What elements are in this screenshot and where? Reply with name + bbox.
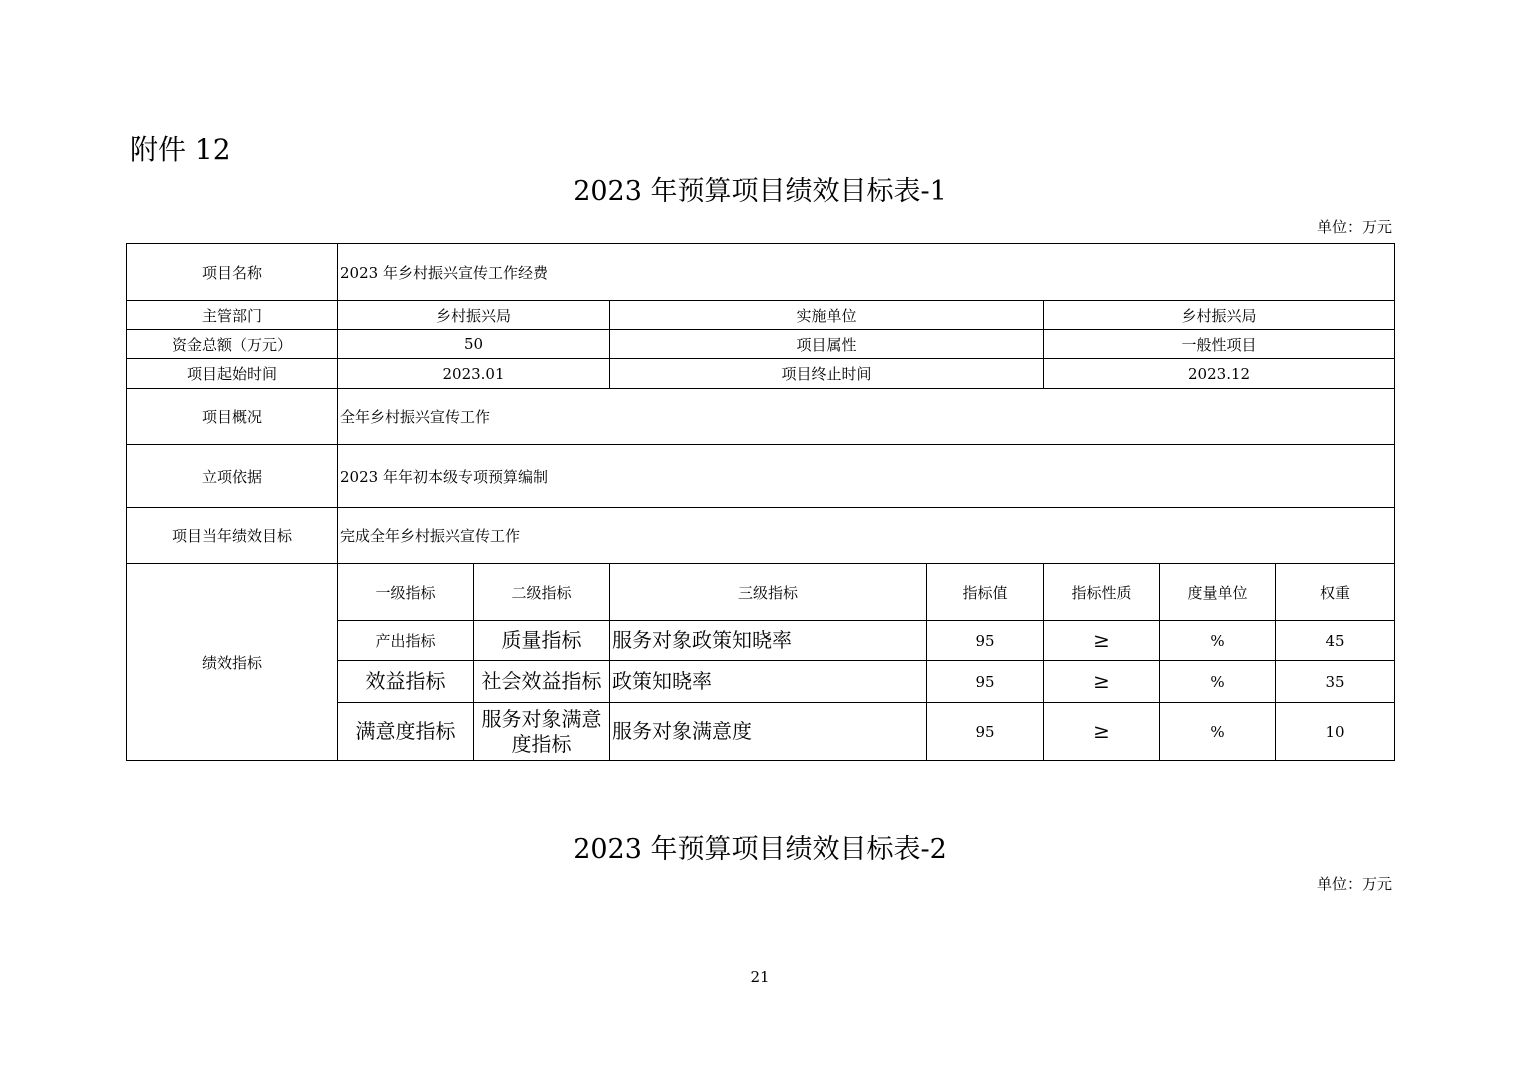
table2-unit: 单位：万元 xyxy=(1316,875,1392,893)
goal-value: 完成全年乡村振兴宣传工作 xyxy=(338,508,1395,564)
row-nature: ≥ xyxy=(1044,621,1160,661)
row-nature: ≥ xyxy=(1044,703,1160,761)
attachment-label: 附件 12 xyxy=(130,133,231,166)
row-level3: 服务对象满意度 xyxy=(610,703,927,761)
table2-title: 2023 年预算项目绩效目标表-2 xyxy=(573,834,947,865)
header-unit: 度量单位 xyxy=(1160,564,1276,621)
row-level2: 服务对象满意度指标 xyxy=(474,703,610,761)
row-level3: 政策知晓率 xyxy=(610,661,927,703)
row-value: 95 xyxy=(927,703,1044,761)
goal-label: 项目当年绩效目标 xyxy=(127,508,338,564)
end-value: 2023.12 xyxy=(1044,359,1395,389)
row-level2: 质量指标 xyxy=(474,621,610,661)
header-weight: 权重 xyxy=(1276,564,1395,621)
table1-unit: 单位：万元 xyxy=(1316,218,1392,236)
row-level1: 效益指标 xyxy=(338,661,474,703)
row-weight: 10 xyxy=(1276,703,1395,761)
row-unit: % xyxy=(1160,703,1276,761)
project-name-value: 2023 年乡村振兴宣传工作经费 xyxy=(338,244,1395,301)
row-weight: 35 xyxy=(1276,661,1395,703)
basis-label: 立项依据 xyxy=(127,445,338,508)
row-weight: 45 xyxy=(1276,621,1395,661)
row-value: 95 xyxy=(927,621,1044,661)
fund-value: 50 xyxy=(338,330,610,359)
project-name-label: 项目名称 xyxy=(127,244,338,301)
start-value: 2023.01 xyxy=(338,359,610,389)
header-level2: 二级指标 xyxy=(474,564,610,621)
page-number: 21 xyxy=(750,968,770,986)
row-unit: % xyxy=(1160,661,1276,703)
perf-label: 绩效指标 xyxy=(127,564,338,761)
row-nature: ≥ xyxy=(1044,661,1160,703)
row-level2: 社会效益指标 xyxy=(474,661,610,703)
start-label: 项目起始时间 xyxy=(127,359,338,389)
performance-table-1 xyxy=(126,243,1395,761)
row-level3: 服务对象政策知晓率 xyxy=(610,621,927,661)
dept-value: 乡村振兴局 xyxy=(338,301,610,330)
impl-label: 实施单位 xyxy=(610,301,1044,330)
end-label: 项目终止时间 xyxy=(610,359,1044,389)
overview-label: 项目概况 xyxy=(127,389,338,445)
basis-value: 2023 年年初本级专项预算编制 xyxy=(338,445,1395,508)
attr-value: 一般性项目 xyxy=(1044,330,1395,359)
row-level1: 满意度指标 xyxy=(338,703,474,761)
overview-value: 全年乡村振兴宣传工作 xyxy=(338,389,1395,445)
header-level1: 一级指标 xyxy=(338,564,474,621)
impl-value: 乡村振兴局 xyxy=(1044,301,1395,330)
row-unit: % xyxy=(1160,621,1276,661)
table1-title: 2023 年预算项目绩效目标表-1 xyxy=(573,176,947,207)
header-value: 指标值 xyxy=(927,564,1044,621)
fund-label: 资金总额（万元） xyxy=(127,330,338,359)
row-value: 95 xyxy=(927,661,1044,703)
attr-label: 项目属性 xyxy=(610,330,1044,359)
header-nature: 指标性质 xyxy=(1044,564,1160,621)
header-level3: 三级指标 xyxy=(610,564,927,621)
row-level1: 产出指标 xyxy=(338,621,474,661)
dept-label: 主管部门 xyxy=(127,301,338,330)
